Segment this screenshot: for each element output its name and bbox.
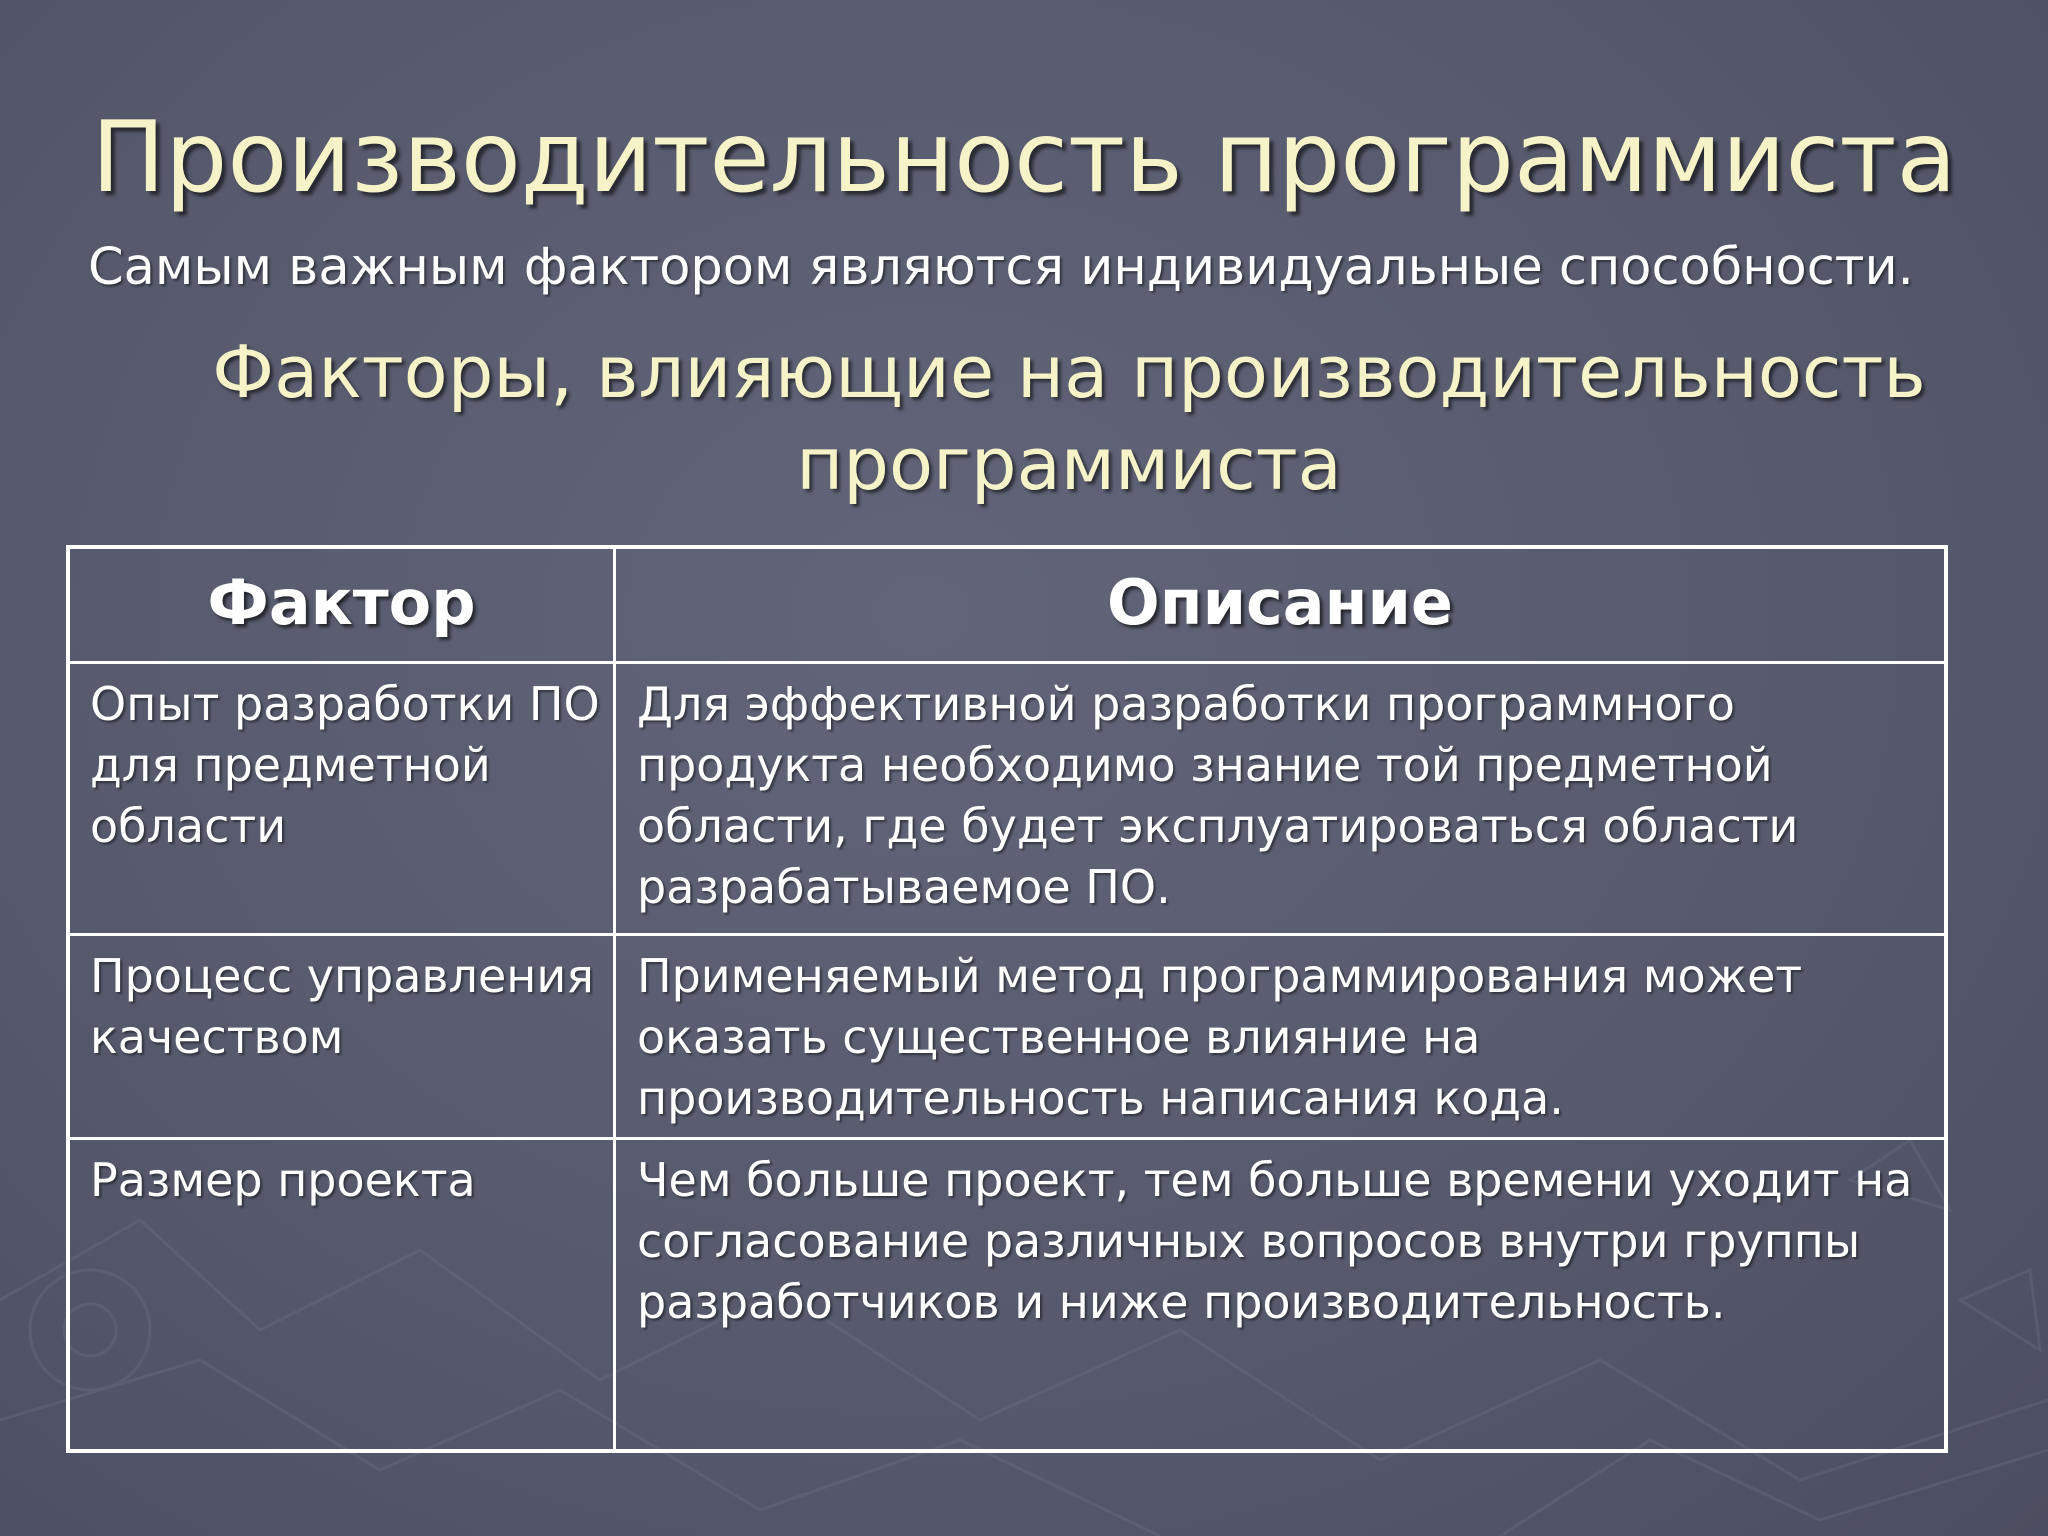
slide-subtitle: Самым важным фактором являются индивидуальные способности.	[88, 238, 1914, 297]
header-factor: Фактор	[70, 549, 616, 661]
slide-title: Производительность программиста	[91, 101, 1957, 215]
table-header-row	[70, 549, 1944, 664]
factors-table	[66, 545, 1948, 1453]
table-row	[70, 1140, 1944, 1449]
factor-cell: Процесс управления качеством	[70, 936, 616, 1137]
section-heading	[0, 326, 2048, 510]
factor-cell: Размер проекта	[70, 1140, 616, 1449]
description-cell: Применяемый метод программирования может оказать существенное влияние на производительность написания кода.	[637, 949, 1803, 1125]
table-row	[70, 936, 1944, 1140]
section-heading-line-2: программиста	[796, 422, 1342, 506]
description-cell: Чем больше проект, тем больше времени уходит на согласование различных вопросов внутри группы разработчиков и ниже производительность.	[637, 1153, 1913, 1329]
header-description: Описание	[1107, 566, 1453, 639]
section-heading-line-1: Факторы, влияющие на производительность	[212, 330, 1926, 414]
description-cell: Для эффективной разработки программного продукта необходимо знание той предметной области, где будет эксплуатироваться области разрабатываемое ПО.	[637, 677, 1799, 914]
factor-cell: Опыт разработки ПО для предметной области	[70, 664, 616, 933]
table-row	[70, 664, 1944, 936]
